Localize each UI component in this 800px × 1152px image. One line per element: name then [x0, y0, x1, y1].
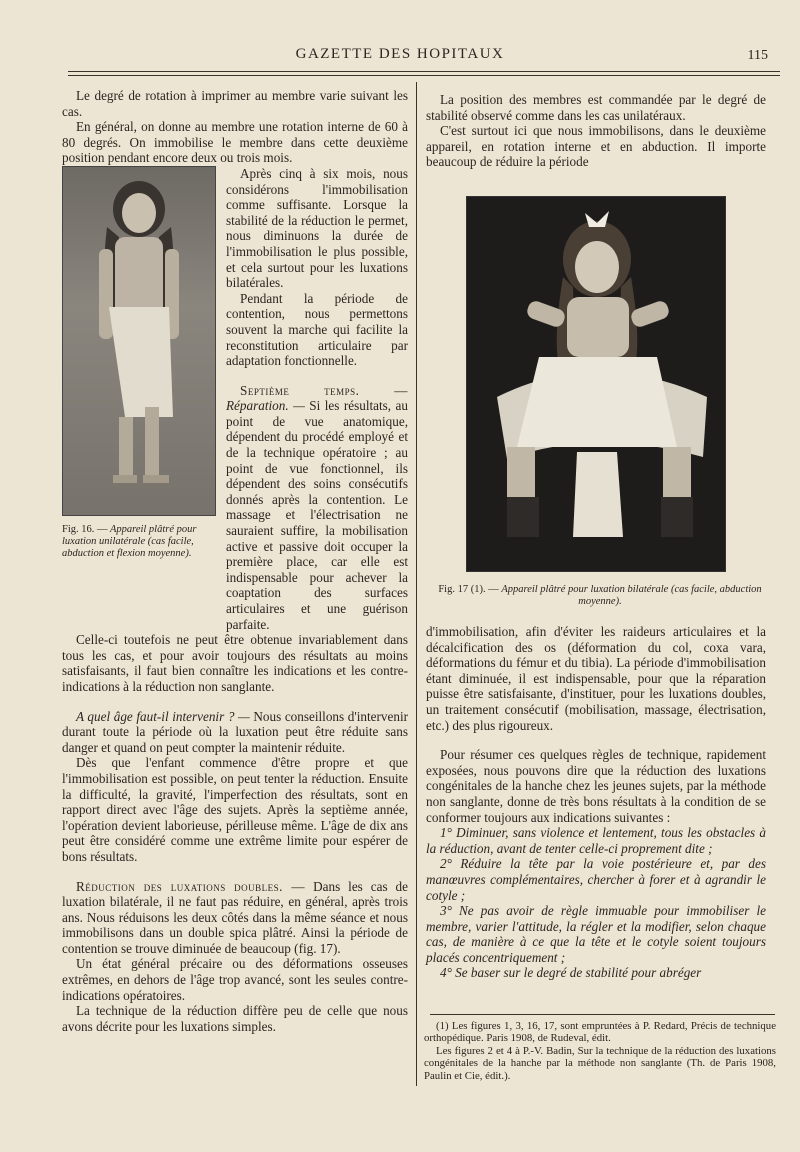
figure-17-photo [466, 196, 726, 572]
left-para-7-text: Nous conseillons d'intervenir durant toute la période où la luxation peut être réduite sans danger et quand on peut compter la maintenir réduite. [62, 708, 408, 755]
left-para-3: Après cinq à six mois, nous considérons l'immobilisation comme suffisante. Lorsque la stabilité de la réduction le permet, nous diminuons la durée de l'immobilisation le plus possible, et cela surtout pour les luxations bilatérales. [226, 165, 408, 291]
right-para-3: d'immobilisation, afin d'éviter les raideurs articulaires et la décalcification des os (déformation du col, coxa vara, déformations du fémur et du tibia). La période d'immobilisation étant diminuée, il est indispensable, pour que la réparation puisse être satisfaisante, d'instituer, pour les luxations doubles, un traitement consécutif (mobilisation, massage, électrisation, etc.) des plus rigoureux. [426, 624, 766, 733]
left-para-10: Un état général précaire ou des déformations osseuses extrêmes, en dehors de l'âge trop avancé, sont les seules contre-indications opératoires. [62, 956, 408, 1003]
running-header-title: GAZETTE DES HOPITAUX [295, 46, 505, 62]
section-head-septieme: Septième temps. — [240, 382, 408, 398]
right-para-2: C'est surtout ici que nous immobilisons, dans le deuxième appareil, en rotation interne et en abduction. Il importe beaucoup de réduire la période [426, 123, 766, 170]
footnote-2: Les figures 2 et 4 à P.-V. Badin, Sur la technique de la réduction des luxations congénitales de la hanche par la méthode non sanglante (Th. de Paris 1908, Paulin et Cie, édit.). [424, 1044, 776, 1082]
page-number: 115 [747, 48, 768, 63]
figure-17-label: Fig. 17 (1). — [438, 584, 499, 595]
section-head-reparation: Réparation. — [226, 398, 305, 414]
left-para-4: Pendant la période de contention, nous permettons souvent la marche qui facilite la reconstitution articulaire par adaptation fonctionnelle. [226, 290, 408, 369]
rule-3 [426, 903, 766, 965]
left-para-8: Dès que l'enfant commence d'être propre et que l'immobilisation est possible, on peut tenter la réduction. Ensuite la difficulté, la gravité, l'imperfection des résultats, sont en rapport direct avec l'âge des sujets. Après la septième année, l'opération devient laborieuse, périlleuse même. L'âge de dix ans peut être considéré comme une extrême limite pour espérer de bons résultats. [62, 755, 408, 864]
rule-2 [426, 856, 766, 903]
left-para-2: En général, on donne au membre une rotation interne de 60 à 80 degrés. On immobilise le membre dans cette deuxième position pendant encore deux ou trois mois. [62, 119, 408, 166]
figure-16-photo [62, 166, 216, 516]
figure-16-text: Appareil plâtré pour luxation unilatérale (cas facile, abduction et flexion moyenne). [62, 523, 197, 559]
figure-17-text: Appareil plâtré pour luxation bilatérale (cas facile, abduction moyenne). [501, 584, 762, 607]
left-para-6: Celle-ci toutefois ne peut être obtenue invariablement dans tous les cas, et pour avoir toujours des résultats au moins satisfaisants, il faut bien connaître les indications et les contre-indications à la réduction non sanglante. [62, 632, 408, 694]
right-para-4: Pour résumer ces quelques règles de technique, rapidement exposées, nous pouvons dire que la réduction des luxations congénitales de la hanche chez les jeunes sujets, par la méthode non sanglante, donne de très bons résultats à la condition de se conformer toujours aux indications suivantes : [426, 747, 766, 825]
rule-1 [426, 825, 766, 856]
left-column [62, 88, 408, 1034]
figure-16-caption [62, 524, 218, 560]
footnotes [424, 1020, 776, 1082]
standing-child-photo [63, 167, 215, 515]
section-head-age: A quel âge faut-il intervenir ? — [76, 708, 250, 724]
left-para-1: Le degré de rotation à imprimer au membre varie suivant les cas. [62, 88, 408, 119]
header-rule-bottom [68, 75, 780, 76]
left-para-11: La technique de la réduction diffère peu de celle que nous avons décrite pour les luxations simples. [62, 1003, 408, 1034]
right-column-bottom [426, 624, 766, 981]
left-para-9-text: Dans les cas de luxation bilatérale, il ne faut pas réduire, en général, après trois ans. Nous réduisons les deux côtés dans la même séance et nous immobilisons dans un double spica plâtré. Ainsi la période de contention se trouve diminuée de beaucoup (fig. 17). [62, 878, 409, 956]
rule-3-text: 3° Ne pas avoir de règle immuable pour immobiliser le membre, varier l'attitude, la régler et la modifier, selon chaque cas, de manière à ce que la tête et le cotyle soient toujours placés concentriquement ; [426, 903, 766, 965]
section-head-luxations-doubles: Réduction des luxations doubles. — [76, 878, 306, 894]
figure-17-caption [424, 584, 776, 608]
rule-2-text: 2° Réduire la tête par la voie postérieure et, par des manœuvres complémentaires, chercher à forer et à agrandir le cotyle ; [426, 856, 766, 903]
right-para-1: La position des membres est commandée par le degré de stabilité observé comme dans les cas unilatéraux. [426, 92, 766, 123]
fig16-wrap [62, 166, 408, 632]
figure-16 [62, 166, 218, 621]
rule-4-text: 4° Se baser sur le degré de stabilité pour abréger [440, 965, 702, 981]
right-column-top [426, 92, 766, 170]
footnote-rule [430, 1014, 775, 1015]
seated-child-photo [467, 197, 725, 571]
figure-16-label: Fig. 16. — [62, 523, 108, 535]
column-divider [416, 82, 417, 1086]
header-rule-top [68, 71, 780, 72]
left-para-7 [62, 709, 408, 756]
footnote-1: (1) Les figures 1, 3, 16, 17, sont empruntées à P. Redard, Précis de technique orthopédique. Paris 1908, de Rudeval, édit. [424, 1020, 776, 1045]
left-para-9 [62, 879, 408, 957]
left-para-5-text: Si les résultats, au point de vue anatomique, dépendent du procédé employé et de la technique opératoire ; au point de vue fonctionnel, ils dépendent des soins consécutifs donnés après la contention. Le massage et l'électrisation ne sauraient suffire, la mobilisation active et passive doit occuper la première place, car elle est indispensable pour achever la coaptation des surfaces articulaires et une guérison parfaite. [226, 398, 408, 632]
rule-4 [426, 965, 766, 981]
rule-1-text: 1° Diminuer, sans violence et lentement, tous les obstacles à la réduction, avant de tenter celle-ci proprement dite ; [426, 825, 766, 856]
